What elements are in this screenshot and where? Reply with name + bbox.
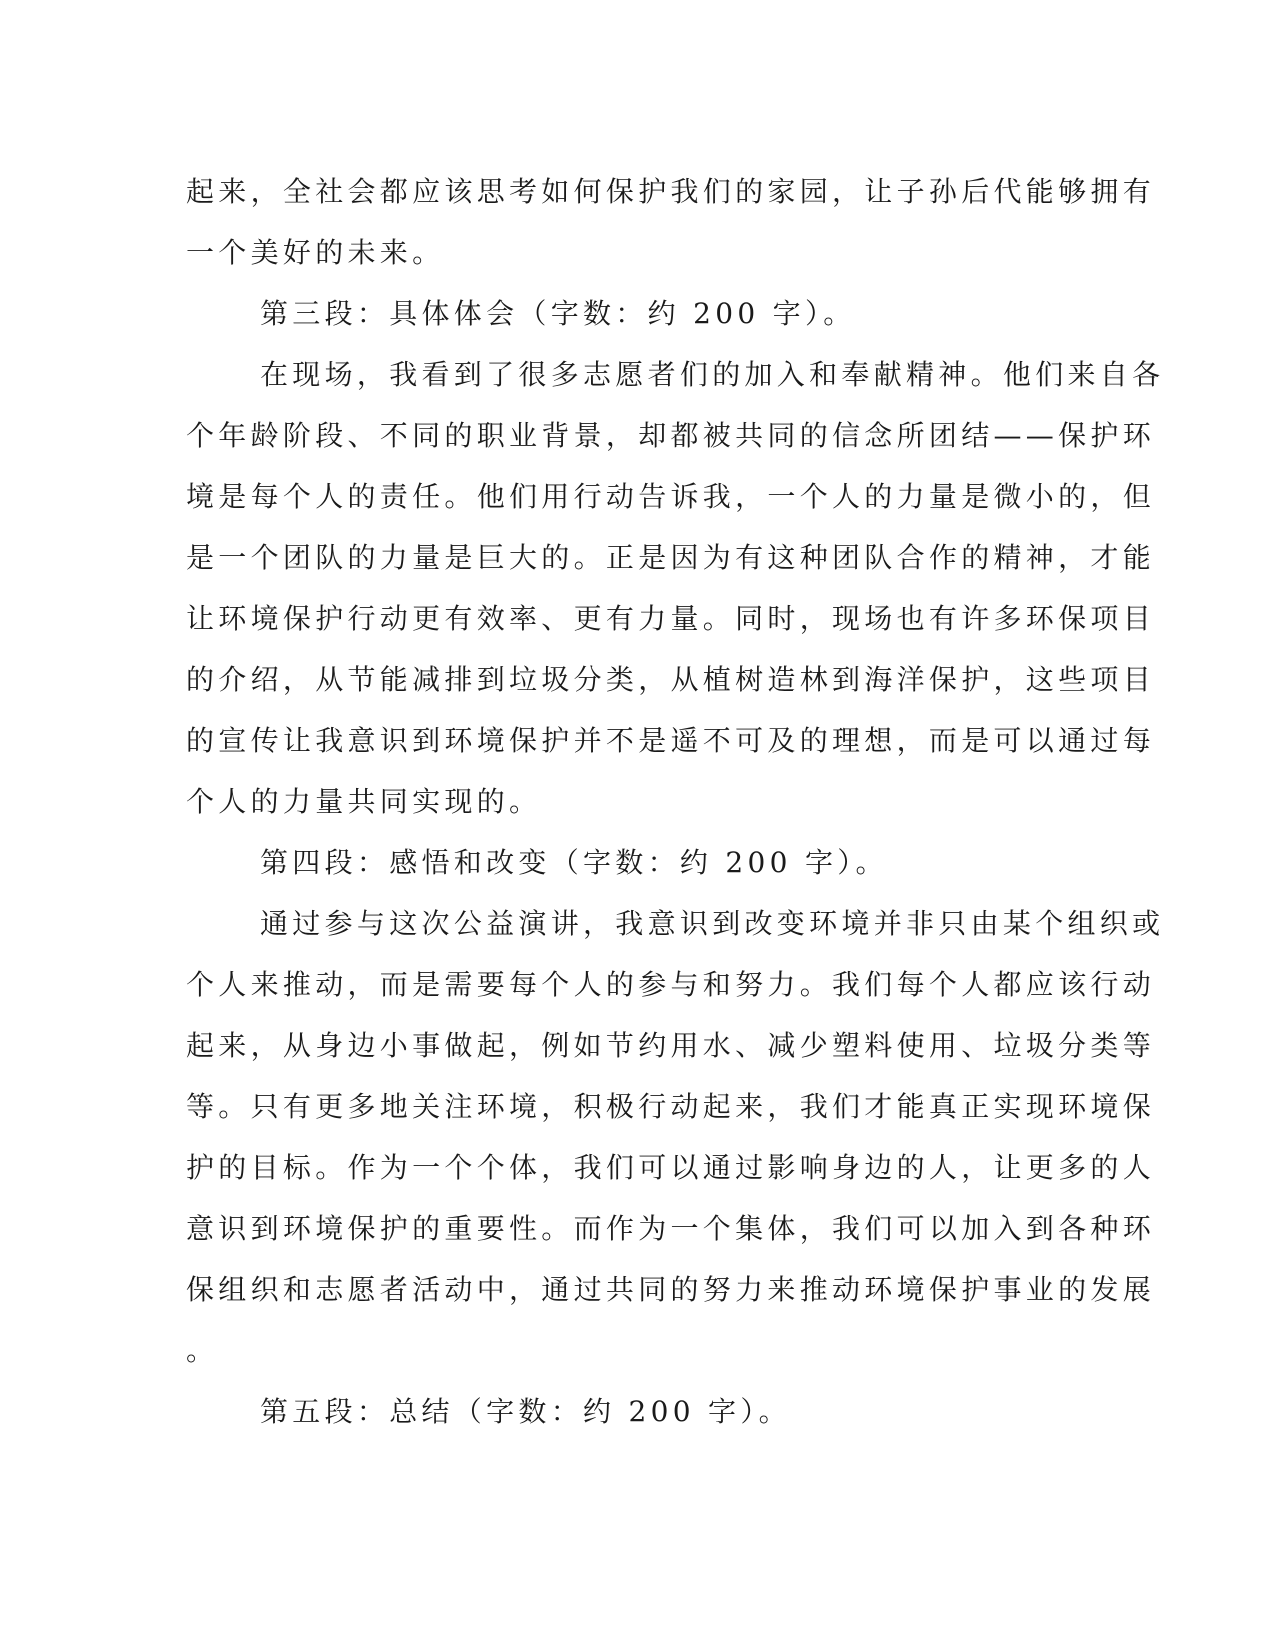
text-line: 起来，从身边小事做起，例如节约用水、减少塑料使用、垃圾分类等	[186, 1029, 1156, 1062]
text-line: 通过参与这次公益演讲，我意识到改变环境并非只由某个组织或	[260, 907, 1165, 940]
section-heading-5: 第五段：总结（字数：约 200 字）。	[260, 1395, 791, 1428]
text-line: 是一个团队的力量是巨大的。正是因为有这种团队合作的精神，才能	[186, 541, 1156, 574]
text-line: 一个美好的未来。	[186, 236, 445, 269]
text-line: 意识到环境保护的重要性。而作为一个集体，我们可以加入到各种环	[186, 1212, 1156, 1245]
text-line: 起来，全社会都应该思考如何保护我们的家园，让子孙后代能够拥有	[186, 175, 1156, 208]
text-line: 让环境保护行动更有效率、更有力量。同时，现场也有许多环保项目	[186, 602, 1156, 635]
text-line: 在现场，我看到了很多志愿者们的加入和奉献精神。他们来自各	[260, 358, 1165, 391]
text-line: 。	[186, 1334, 219, 1367]
text-line: 个年龄阶段、不同的职业背景，却都被共同的信念所团结——保护环	[186, 419, 1156, 452]
text-line: 的介绍，从节能减排到垃圾分类，从植树造林到海洋保护，这些项目	[186, 663, 1156, 696]
text-line: 境是每个人的责任。他们用行动告诉我，一个人的力量是微小的，但	[186, 480, 1156, 513]
section-heading-4: 第四段：感悟和改变（字数：约 200 字）。	[260, 846, 888, 879]
document-body	[186, 161, 1165, 1442]
text-line: 护的目标。作为一个个体，我们可以通过影响身边的人，让更多的人	[186, 1151, 1156, 1184]
text-line: 等。只有更多地关注环境，积极行动起来，我们才能真正实现环境保	[186, 1090, 1156, 1123]
text-line: 个人的力量共同实现的。	[186, 785, 542, 818]
section-heading-3: 第三段：具体体会（字数：约 200 字）。	[260, 297, 856, 330]
text-line: 个人来推动，而是需要每个人的参与和努力。我们每个人都应该行动	[186, 968, 1156, 1001]
text-line: 保组织和志愿者活动中，通过共同的努力来推动环境保护事业的发展	[186, 1273, 1156, 1306]
text-line: 的宣传让我意识到环境保护并不是遥不可及的理想，而是可以通过每	[186, 724, 1156, 757]
